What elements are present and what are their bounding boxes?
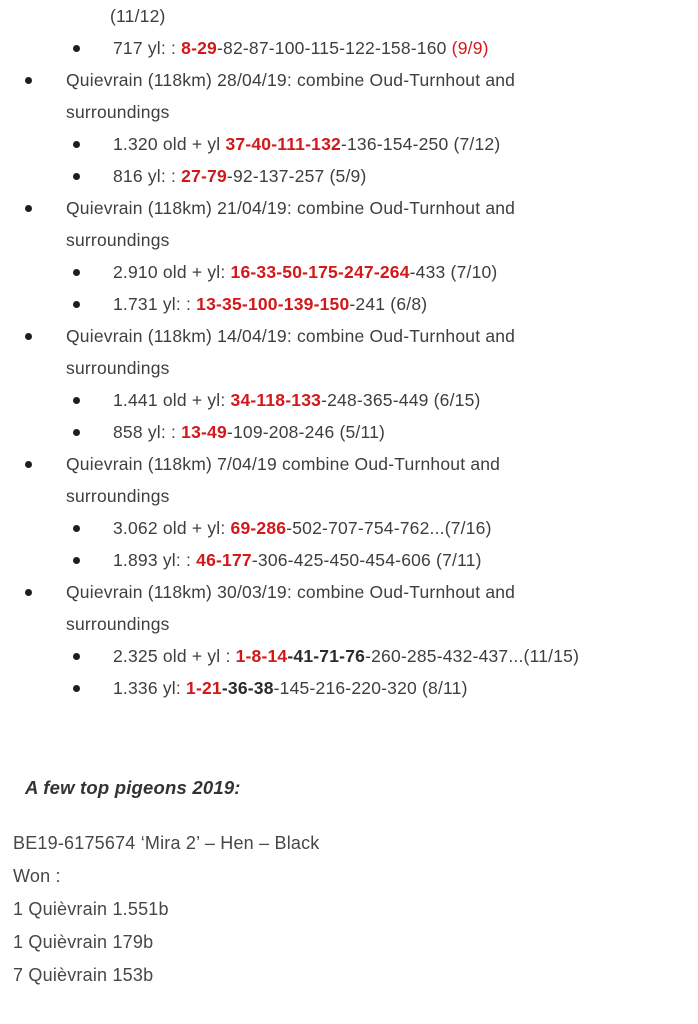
text-segment-normal: 816 yl: : <box>113 166 182 186</box>
pigeon-result-line: 1 Quièvrain 179b <box>13 932 154 952</box>
line-text: surroundings <box>66 486 170 506</box>
text-segment-normal: -260-285-432-437...(11/15) <box>365 646 580 666</box>
text-segment-normal: 1.320 old + yl <box>113 134 226 154</box>
text-segment-normal: 1.441 old + yl: <box>113 390 231 410</box>
text-segment-red-bold: 27-79 <box>181 166 227 186</box>
bullet-icon <box>25 77 32 84</box>
text-segment-normal: -145-216-220-320 (8/11) <box>273 678 468 698</box>
result-line <box>0 544 698 576</box>
text-segment-normal: 1.731 yl: : <box>113 294 197 314</box>
race-header-wrap-line <box>0 96 698 128</box>
race-header-line <box>0 448 698 480</box>
bullet-icon <box>73 141 80 148</box>
text-segment-normal: 858 yl: : <box>113 422 182 442</box>
race-header-line <box>0 64 698 96</box>
pigeon-result-line: 7 Quièvrain 153b <box>13 965 154 985</box>
pigeon-card <box>0 827 698 992</box>
text-segment-red-bold: 34-118-133 <box>230 390 322 410</box>
text-segment-black-bold: -36-38 <box>221 678 274 698</box>
result-continuation-line <box>0 0 698 32</box>
line-text: Quievrain (118km) 28/04/19: combine Oud-Turnhout and <box>66 70 516 90</box>
text-segment-red-bold: 46-177 <box>196 550 252 570</box>
text-segment-normal: 2.910 old + yl: <box>113 262 231 282</box>
line-text: Quievrain (118km) 7/04/19 combine Oud-Turnhout and <box>66 454 501 474</box>
text-segment-normal: 1.893 yl: : <box>113 550 197 570</box>
race-header-wrap-line <box>0 608 698 640</box>
pigeon-won-label: Won : <box>13 866 61 886</box>
line-text: Quievrain (118km) 21/04/19: combine Oud-Turnhout and <box>66 198 516 218</box>
top-pigeons-heading: A few top pigeons 2019: <box>25 777 241 798</box>
result-line <box>0 672 698 704</box>
bullet-icon <box>73 653 80 660</box>
text-segment-normal: -82-87-100-115-122-158-160 <box>216 38 452 58</box>
bullet-icon <box>25 333 32 340</box>
text-segment-normal: 3.062 old + yl: <box>113 518 231 538</box>
line-text: surroundings <box>66 230 170 250</box>
result-line <box>0 640 698 672</box>
result-line <box>0 160 698 192</box>
text-segment-normal: -306-425-450-454-606 (7/11) <box>251 550 482 570</box>
text-segment-normal: -136-154-250 (7/12) <box>340 134 501 154</box>
text-segment-normal: -248-365-449 (6/15) <box>321 390 481 410</box>
race-header-line <box>0 576 698 608</box>
bullet-icon <box>25 589 32 596</box>
text-segment-red-bold: 16-33-50-175-247-264 <box>230 262 410 282</box>
text-segment-normal: -502-707-754-762...(7/16) <box>286 518 492 538</box>
bullet-icon <box>73 685 80 692</box>
result-line <box>0 128 698 160</box>
result-line <box>0 32 698 64</box>
line-text: surroundings <box>66 614 170 634</box>
text-segment-red-bold: 13-35-100-139-150 <box>196 294 350 314</box>
bullet-icon <box>73 429 80 436</box>
race-header-wrap-line <box>0 352 698 384</box>
text-segment-red-bold: 1-21 <box>186 678 222 698</box>
bullet-icon <box>25 461 32 468</box>
text-segment-red-bold: 13-49 <box>181 422 227 442</box>
race-header-wrap-line <box>0 480 698 512</box>
text-segment-red: (9/9) <box>451 38 489 58</box>
text-segment-normal: 717 yl: : <box>113 38 182 58</box>
bullet-icon <box>73 557 80 564</box>
result-line <box>0 512 698 544</box>
race-header-line <box>0 320 698 352</box>
text-segment-normal: -241 (6/8) <box>349 294 428 314</box>
race-header-line <box>0 192 698 224</box>
result-line <box>0 416 698 448</box>
result-line <box>0 288 698 320</box>
bullet-icon <box>73 301 80 308</box>
bullet-icon <box>73 45 80 52</box>
line-text: Quievrain (118km) 14/04/19: combine Oud-Turnhout and <box>66 326 516 346</box>
line-text: Quievrain (118km) 30/03/19: combine Oud-Turnhout and <box>66 582 516 602</box>
bullet-icon <box>73 173 80 180</box>
text-segment-normal: -92-137-257 (5/9) <box>226 166 367 186</box>
result-line <box>0 384 698 416</box>
text-segment-normal: -433 (7/10) <box>409 262 498 282</box>
bullet-icon <box>73 525 80 532</box>
text-segment-normal: -109-208-246 (5/11) <box>226 422 386 442</box>
line-text: (11/12) <box>110 6 166 26</box>
bullet-icon <box>73 269 80 276</box>
text-segment-black-bold: -41-71-76 <box>287 646 366 666</box>
line-text: surroundings <box>66 358 170 378</box>
bullet-icon <box>73 397 80 404</box>
line-text: surroundings <box>66 102 170 122</box>
text-segment-red-bold: 8-29 <box>181 38 217 58</box>
result-line <box>0 256 698 288</box>
text-segment-normal: 2.325 old + yl : <box>113 646 236 666</box>
bullet-icon <box>25 205 32 212</box>
pigeon-result-line: 1 Quièvrain 1.551b <box>13 899 169 919</box>
race-header-wrap-line <box>0 224 698 256</box>
text-segment-red-bold: 37-40-111-132 <box>225 134 341 154</box>
pigeon-name-line: BE19-6175674 ‘Mira 2’ – Hen – Black <box>13 833 320 853</box>
text-segment-red-bold: 69-286 <box>230 518 287 538</box>
text-segment-normal: 1.336 yl: <box>113 678 187 698</box>
text-segment-red-bold: 1-8-14 <box>235 646 288 666</box>
